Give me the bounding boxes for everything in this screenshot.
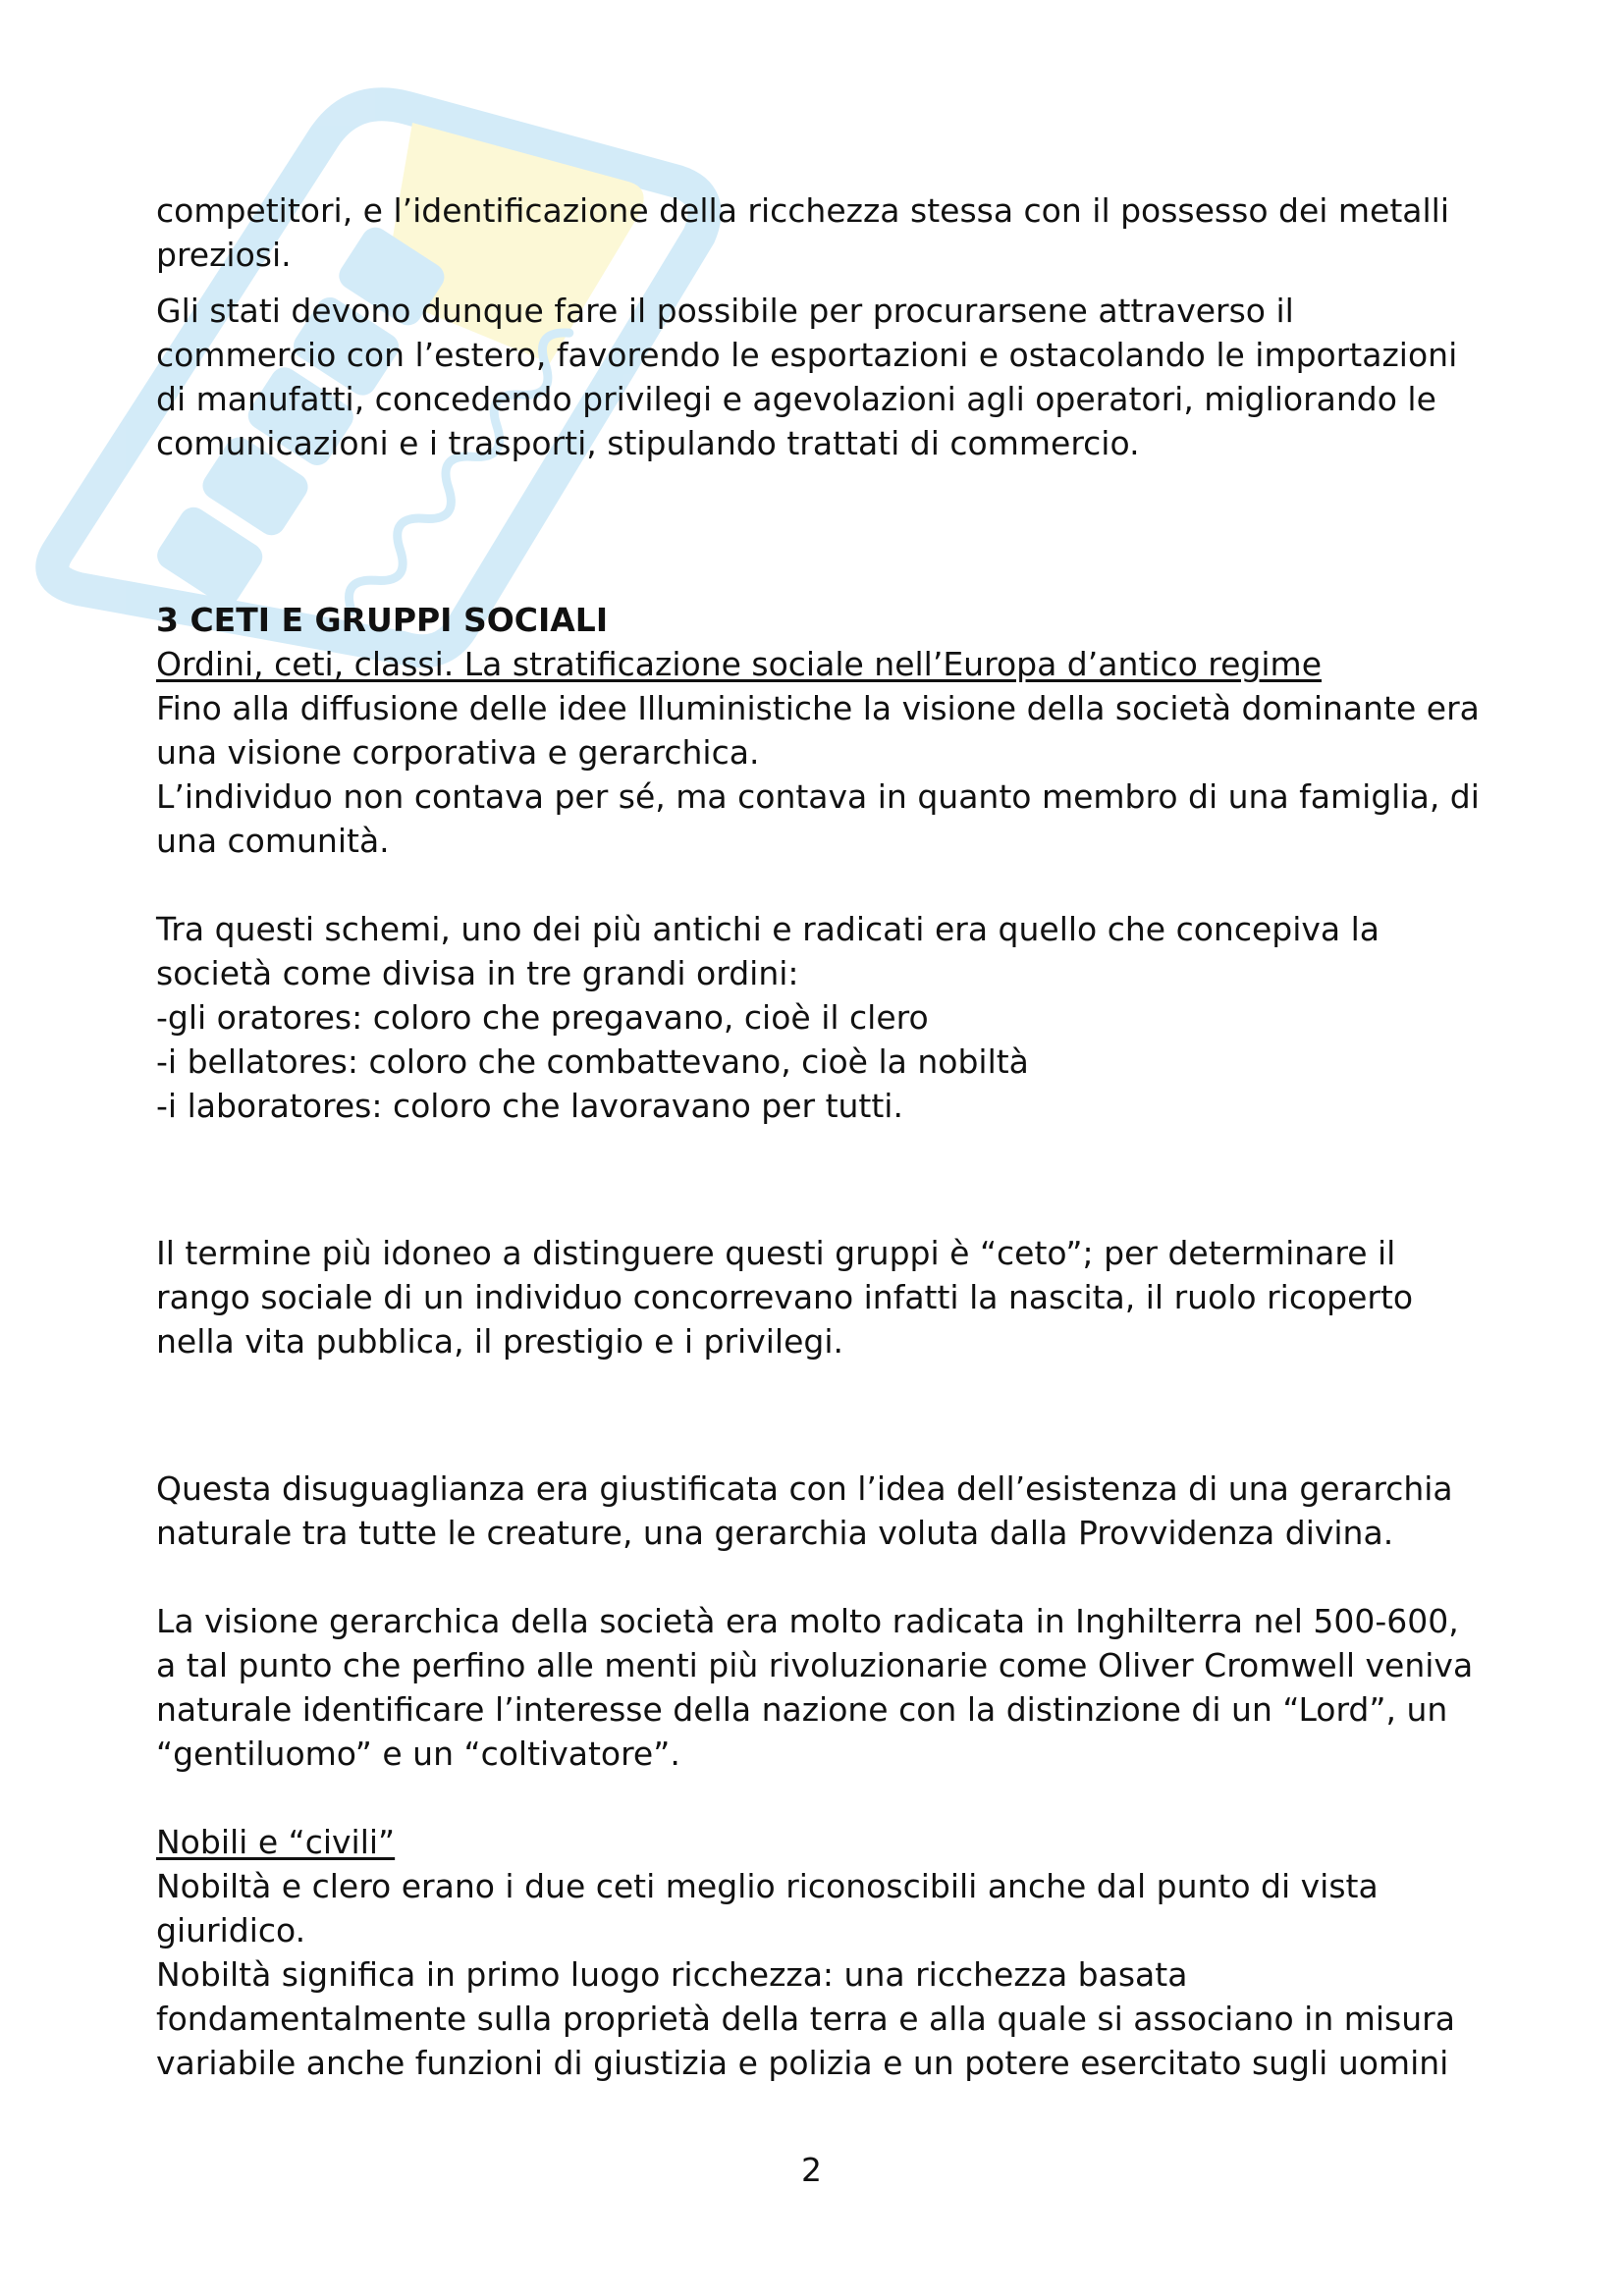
section-heading: 3 CETI E GRUPPI SOCIALI <box>156 601 609 639</box>
paragraph-individuo: L’individuo non contava per sé, ma contava in quanto membro di una famiglia, di una comunità. <box>156 777 1480 860</box>
list-item-laboratores: -i laboratores: coloro che lavoravano per tutti. <box>156 1087 903 1125</box>
subsection-heading-ordini: Ordini, ceti, classi. La stratificazione sociale nell’Europa d’antico regime <box>156 645 1323 683</box>
paragraph-nobilta-ricchezza: Nobiltà significa in primo luogo ricchezza: una ricchezza basata fondamentalmente sulla proprietà della terra e alla quale si associano in misura variabile anche funzioni di giustizia e polizia e un potere esercitato sugli uomini <box>156 1955 1455 2082</box>
paragraph-tre-ordini: Tra questi schemi, uno dei più antichi e radicati era quello che concepiva la società come divisa in tre grandi ordini: <box>156 910 1380 992</box>
paragraph-ceto: Il termine più idoneo a distinguere questi gruppi è “ceto”; per determinare il rango sociale di un individuo concorrevano infatti la nascita, il ruolo ricoperto nella vita pubblica, il prestigio e i privilegi. <box>156 1234 1414 1361</box>
intro-paragraph-1: competitori, e l’identificazione della ricchezza stessa con il possesso dei metalli preziosi. <box>156 191 1450 274</box>
list-item-oratores: -gli oratores: coloro che pregavano, cioè il clero <box>156 998 929 1037</box>
paragraph-visione-corporativa: Fino alla diffusione delle idee Illuministiche la visione della società dominante era una visione corporativa e gerarchica. <box>156 689 1480 772</box>
page-number: 2 <box>801 2151 822 2189</box>
paragraph-nobilta-clero: Nobiltà e clero erano i due ceti meglio riconoscibili anche dal punto di vista giuridico. <box>156 1867 1379 1949</box>
paragraph-inghilterra: La visione gerarchica della società era molto radicata in Inghilterra nel 500-600, a tal punto che perfino alle menti più rivoluzionarie come Oliver Cromwell veniva naturale identificare l’interesse della nazione con la distinzione di un “Lord”, un “gentiluomo” e un “coltivatore”. <box>156 1602 1474 1773</box>
paragraph-disuguaglianza: Questa disuguaglianza era giustificata con l’idea dell’esistenza di una gerarchia naturale tra tutte le creature, una gerarchia voluta dalla Provvidenza divina. <box>156 1469 1453 1552</box>
subsection-heading-nobili: Nobili e “civili” <box>156 1823 396 1861</box>
list-item-bellatores: -i bellatores: coloro che combattevano, cioè la nobiltà <box>156 1042 1029 1081</box>
document-page <box>156 188 1482 2085</box>
intro-paragraph-2: Gli stati devono dunque fare il possibile per procurarsene attraverso il commercio con l’estero, favorendo le esportazioni e ostacolando le importazioni di manufatti, concedendo privilegi e agevolazioni agli operatori, migliorando le comunicazioni e i trasporti, stipulando trattati di commercio. <box>156 292 1458 462</box>
